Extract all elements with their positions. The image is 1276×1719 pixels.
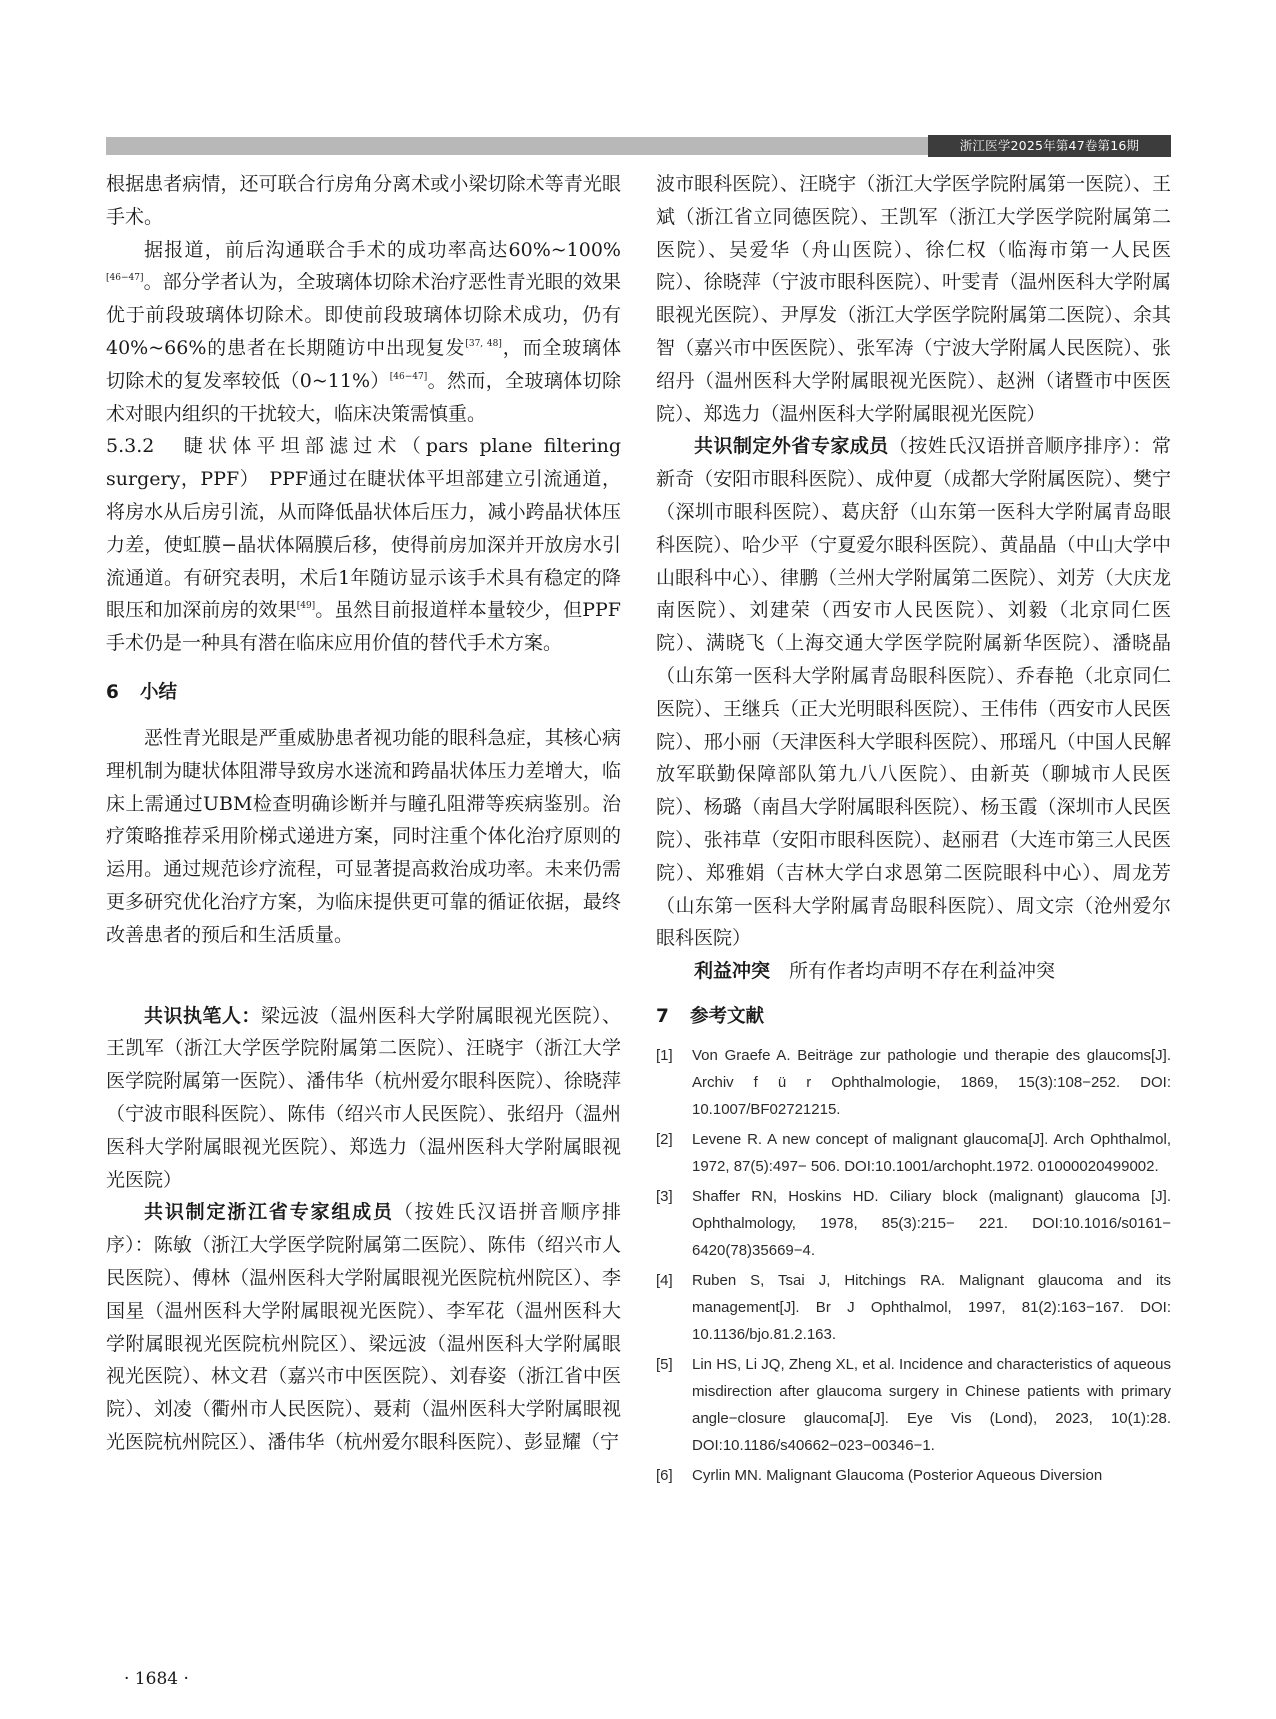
journal-issue-label: 浙江医学2025年第47卷第16期 xyxy=(928,135,1171,157)
section-heading-references: 7 参考文献 xyxy=(656,1005,765,1027)
reference-list xyxy=(656,1042,1171,1489)
paragraph-external-experts: 共识制定外省专家成员（按姓氏汉语拼音顺序排序）：常新奇（安阳市眼科医院）、成仲夏（成都大学附属医院）、樊宁（深圳市眼科医院）、葛庆舒（山东第一医科大学附属青岛眼科医院）、哈少平（宁夏爱尔眼科医院）、黄晶晶（中山大学中山眼科中心）、律鹏（兰州大学附属第二医院）、刘芳（大庆龙南医院）、刘建荣（西安市人民医院）、刘毅（北京同仁医院）、满晓飞（上海交通大学医学院附属新华医院）、潘晓晶（山东第一医科大学附属青岛眼科医院）、乔春艳（北京同仁医院）、王继兵（正大光明眼科医院）、王伟伟（西安市人民医院）、邢小丽（天津医科大学眼科医院）、邢瑶凡（中国人民解放军联勤保障部队第九八八医院）、由新英（聊城市人民医院）、杨璐（南昌大学附属眼科医院）、杨玉霞（深圳市人民医院）、张祎草（安阳市眼科医院）、赵丽君（大连市第三人民医院）、郑雅娟（吉林大学白求恩第二医院眼科中心）、周龙芳（山东第一医科大学附属青岛眼科医院）、周文宗（沧州爱尔眼科医院） xyxy=(656,435,1171,950)
paragraph-zhejiang-experts-cont: 波市眼科医院）、汪晓宇（浙江大学医学院附属第一医院）、王斌（浙江省立同德医院）、王凯军（浙江大学医学院附属第二医院）、吴爱华（舟山医院）、徐仁权（临海市第一人民医院）、徐晓萍（宁波市眼科医院）、叶雯青（温州医科大学附属眼视光医院）、尹厚发（浙江大学医学院附属第二医院）、余其智（嘉兴市中医医院）、张军涛（宁波大学附属人民医院）、张绍丹（温州医科大学附属眼视光医院）、赵洲（诸暨市中医医院）、郑选力（温州医科大学附属眼视光医院） xyxy=(656,173,1171,425)
external-experts-label: 共识制定外省专家成员 xyxy=(694,435,889,458)
paragraph-conflict-of-interest: 利益冲突 所有作者均声明不存在利益冲突 xyxy=(694,960,1056,983)
coi-label: 利益冲突 xyxy=(694,960,771,983)
reference-item: [6] Cyrlin MN. Malignant Glaucoma (Posterior Aqueous Diversion xyxy=(656,1466,1103,1484)
reference-item: [5] Lin HS, Li JQ, Zheng XL, et al. Incidence and characteristics of aqueous misdirection after glaucoma surgery in Chinese patients with primary angle−closure glaucoma[J]. Eye Vis (Lond), 2023, 10(1):28. DOI:10.1186/s40662−023−00346−1. xyxy=(656,1355,1171,1454)
citation: [46−47] xyxy=(389,371,428,382)
reference-item: [1] Von Graefe A. Beiträge zur pathologie und therapie des glaucoms[J]. Archiv f ü r Ophthalmologie, 1869, 15(3):108−252. DOI: 10.1007/BF02721215. xyxy=(656,1046,1171,1118)
left-column xyxy=(106,168,621,1459)
paragraph-success-rate: 据报道，前后沟通联合手术的成功率高达60%~100%[46−47]。部分学者认为，全玻璃体切除术治疗恶性青光眼的效果优于前段玻璃体切除术。即使前段玻璃体切除术成功，仍有40%~66%的患者在长期随访中出现复发[37, 48]，而全玻璃体切除术的复发率较低（0~11%）[46−47]。然而，全玻璃体切除术对眼内组织的干扰较大，临床决策需慎重。 xyxy=(106,238,621,425)
authors-label: 共识执笔人： xyxy=(144,1004,261,1027)
paragraph-consensus-authors: 共识执笔人：梁远波（温州医科大学附属眼视光医院）、王凯军（浙江大学医学院附属第二医院）、汪晓宇（浙江大学医学院附属第一医院）、潘伟华（杭州爱尔眼科医院）、徐晓萍（宁波市眼科医院）、陈伟（绍兴市人民医院）、张绍丹（温州医科大学附属眼视光医院）、郑选力（温州医科大学附属眼视光医院） xyxy=(106,1004,621,1191)
paragraph-zhejiang-experts: 共识制定浙江省专家组成员（按姓氏汉语拼音顺序排序）：陈敏（浙江大学医学院附属第二医院）、陈伟（绍兴市人民医院）、傅林（温州医科大学附属眼视光医院杭州院区）、李国星（温州医科大学附属眼视光医院）、李军花（温州医科大学附属眼视光医院杭州院区）、梁远波（温州医科大学附属眼视光医院）、林文君（嘉兴市中医医院）、刘春姿（浙江省中医院）、刘凌（衢州市人民医院）、聂莉（温州医科大学附属眼视光医院杭州院区）、潘伟华（杭州爱尔眼科医院）、彭显耀（宁 xyxy=(106,1201,621,1453)
paragraph-surgery-options: 根据患者病情，还可联合行房角分离术或小梁切除术等青光眼手术。 xyxy=(106,173,621,228)
reference-item: [3] Shaffer RN, Hoskins HD. Ciliary block (malignant) glaucoma [J]. Ophthalmology, 1978, 85(3):215− 221. DOI:10.1016/s0161− 6420(78)35669−4. xyxy=(656,1187,1171,1259)
paragraph-ppf: 5.3.2 睫状体平坦部滤过术（pars plane filtering surgery，PPF） PPF通过在睫状体平坦部建立引流通道，将房水从后房引流，从而降低晶状体后压力，减小跨晶状体压力差，使虹膜−晶状体隔膜后移，使得前房加深并开放房水引流通道。有研究表明，术后1年随访显示该手术具有稳定的降眼压和加深前房的效果[49]。虽然目前报道样本量较少，但PPF手术仍是一种具有潜在临床应用价值的替代手术方案。 xyxy=(106,435,621,655)
citation: [37, 48] xyxy=(465,338,502,349)
citation: [46−47] xyxy=(106,273,144,284)
citation: [49] xyxy=(296,601,316,612)
right-column xyxy=(656,168,1171,1492)
reference-item: [4] Ruben S, Tsai J, Hitchings RA. Malignant glaucoma and its management[J]. Br J Ophthalmol, 1997, 81(2):163−167. DOI: 10.1136/bjo.81.2.163. xyxy=(656,1271,1171,1343)
paragraph-summary: 恶性青光眼是严重威胁患者视功能的眼科急症，其核心病理机制为睫状体阻滞导致房水迷流和跨晶状体压力差增大，临床上需通过UBM检查明确诊断并与瞳孔阻滞等疾病鉴别。治疗策略推荐采用阶梯式递进方案，同时注重个体化治疗原则的运用。通过规范诊疗流程，可显著提高救治成功率。未来仍需更多研究优化治疗方案，为临床提供更可靠的循证依据，最终改善患者的预后和生活质量。 xyxy=(106,726,621,946)
section-heading-summary: 6 小结 xyxy=(106,681,178,703)
page-number: · 1684 · xyxy=(124,1669,189,1689)
zhejiang-experts-label: 共识制定浙江省专家组成员 xyxy=(144,1201,394,1224)
reference-item: [2] Levene R. A new concept of malignant glaucoma[J]. Arch Ophthalmol, 1972, 87(5):497− 506. DOI:10.1001/archopht.1972. 01000020499002. xyxy=(656,1130,1171,1175)
